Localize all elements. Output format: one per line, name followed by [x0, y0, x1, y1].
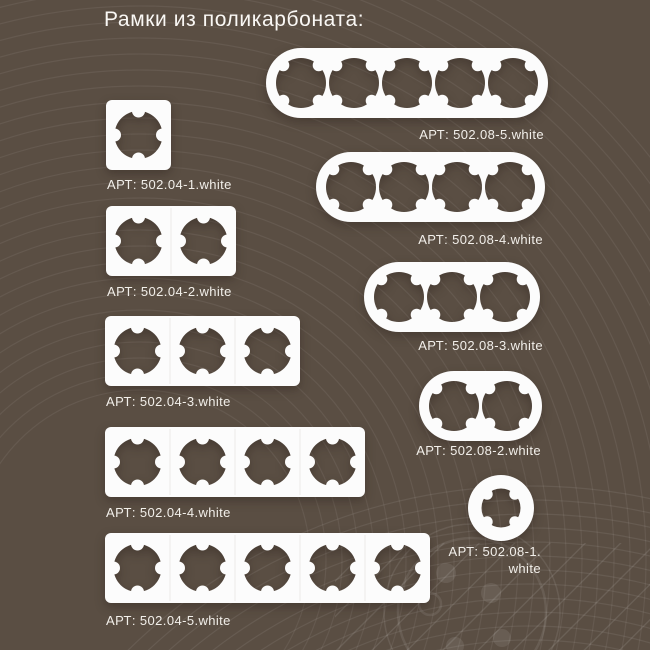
frame-image-502-04-4 [105, 427, 365, 497]
frame-image-502-08-5 [266, 48, 548, 118]
product-label-502-08-1 [449, 543, 541, 577]
page-title: Рамки из поликарбоната: [104, 8, 365, 31]
frame-image-502-04-2 [106, 206, 236, 276]
product-label-502-04-3: АРТ: 502.04-3.white [106, 394, 231, 409]
product-label-502-04-1: АРТ: 502.04-1.white [107, 177, 232, 192]
frame-image-502-08-2 [419, 371, 542, 441]
product-label-502-04-5: АРТ: 502.04-5.white [106, 613, 231, 628]
label-line-1: АРТ: 502.08-1. [448, 544, 541, 559]
product-label-502-04-4: АРТ: 502.04-4.white [106, 505, 231, 520]
frame-image-502-08-3 [364, 262, 540, 332]
frame-image-502-04-3 [105, 316, 300, 386]
product-label-502-04-2: АРТ: 502.04-2.white [107, 284, 232, 299]
product-label-502-08-5: АРТ: 502.08-5.white [419, 127, 544, 142]
product-label-502-08-4: АРТ: 502.08-4.white [418, 232, 543, 247]
label-line-2: white [508, 561, 541, 576]
frame-image-502-04-1 [106, 100, 171, 170]
product-label-502-08-2: АРТ: 502.08-2.white [416, 443, 541, 458]
product-label-502-08-3: АРТ: 502.08-3.white [418, 338, 543, 353]
frame-image-502-08-4 [316, 152, 545, 222]
frame-image-502-04-5 [105, 533, 430, 603]
frame-image-502-08-1 [468, 475, 534, 541]
